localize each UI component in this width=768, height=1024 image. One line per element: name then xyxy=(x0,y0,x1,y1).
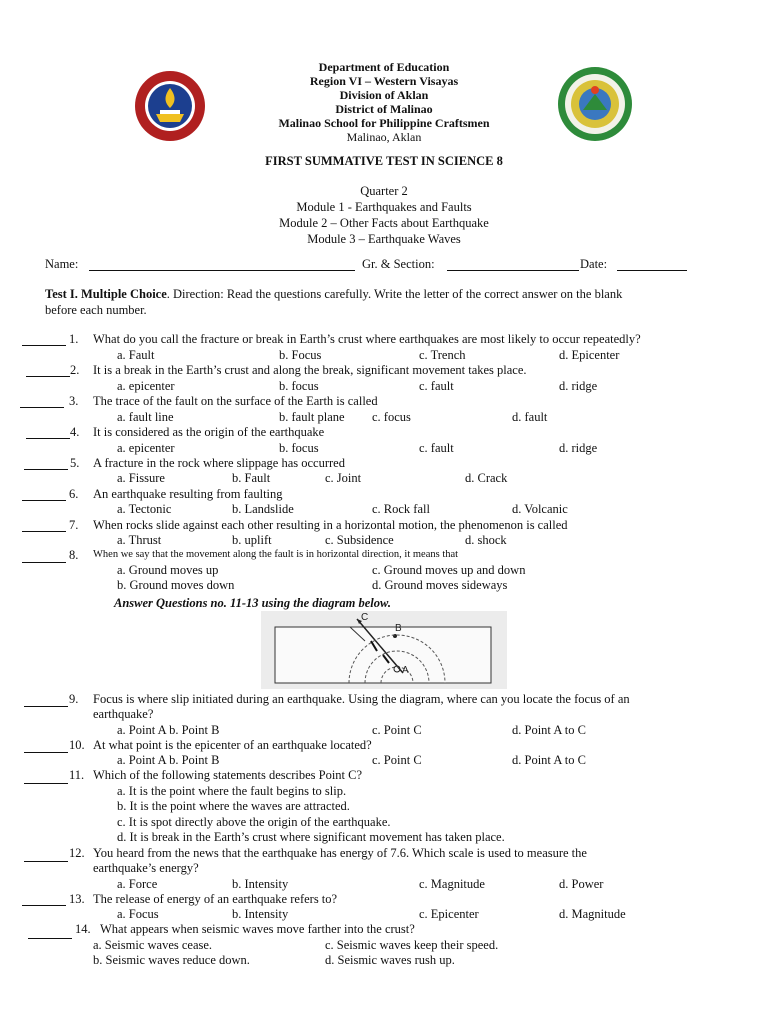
question-1-text: What do you call the fracture or break in Earth’s crust where earthquakes are most likely to occur repeatedly? xyxy=(93,332,641,346)
q6-option-d: d. Volcanic xyxy=(512,502,568,516)
question-7-text: When rocks slide against each other resulting in a horizontal motion, the phenomenon is called xyxy=(93,518,568,532)
answer-blank-11[interactable] xyxy=(24,771,68,784)
answer-blank-5[interactable] xyxy=(24,457,68,470)
point-b-mark xyxy=(393,634,397,638)
q4-option-d: d. ridge xyxy=(559,441,598,455)
question-13-text: The release of energy of an earthquake refers to? xyxy=(93,892,338,906)
q5-option-a: a. Fissure xyxy=(117,471,165,485)
q5-option-c: c. Joint xyxy=(325,471,362,485)
q9-option-ab: a. Point A b. Point B xyxy=(117,723,220,737)
q2-option-d: d. ridge xyxy=(559,379,598,393)
q14-option-b: b. Seismic waves reduce down. xyxy=(93,953,250,967)
question-9-text: Focus is where slip initiated during an earthquake. Using the diagram, where can you locate the focus of an xyxy=(93,692,630,706)
quarter-label: Quarter 2 xyxy=(360,184,408,198)
q8-option-c: c. Ground moves up and down xyxy=(372,563,526,577)
question-4-text: It is considered as the origin of the earthquake xyxy=(93,425,325,439)
header-line-deped: Department of Education xyxy=(318,60,450,74)
question-9-number: 9. xyxy=(69,692,79,706)
q2-option-a: a. epicenter xyxy=(117,379,175,393)
question-12-text: You heard from the news that the earthquake has energy of 7.6. Which scale is used to measure the xyxy=(93,846,587,860)
q12-option-d: d. Power xyxy=(559,877,604,891)
question-13-number: 13. xyxy=(69,892,85,906)
q1-option-d: d. Epicenter xyxy=(559,348,620,362)
diagram-label-c: C xyxy=(361,612,369,623)
question-12-number: 12. xyxy=(69,846,85,860)
answer-blank-3[interactable] xyxy=(20,395,64,408)
question-3-text: The trace of the fault on the surface of the Earth is called xyxy=(93,394,378,408)
q11-option-d: d. It is break in the Earth’s crust where significant movement has taken place. xyxy=(117,830,505,844)
header-line-school: Malinao School for Philippine Craftsmen xyxy=(278,116,490,130)
question-6-text: An earthquake resulting from faulting xyxy=(93,487,283,501)
q10-option-ab: a. Point A b. Point B xyxy=(117,753,220,767)
question-2-text: It is a break in the Earth’s crust and along the break, significant movement takes place. xyxy=(93,363,527,377)
q11-option-b: b. It is the point where the waves are attracted. xyxy=(117,799,350,813)
header-line-region: Region VI – Western Visayas xyxy=(309,74,459,88)
test-heading: Test I. Multiple Choice xyxy=(45,287,167,301)
q6-option-a: a. Tectonic xyxy=(117,502,172,516)
q14-option-a: a. Seismic waves cease. xyxy=(93,938,213,952)
q4-option-c: c. fault xyxy=(419,441,454,455)
q14-option-d: d. Seismic waves rush up. xyxy=(325,953,455,967)
grade-section-label: Gr. & Section: xyxy=(362,257,435,271)
question-10-text: At what point is the epicenter of an earthquake located? xyxy=(93,738,372,752)
q6-option-c: c. Rock fall xyxy=(372,502,430,516)
diagram-label-b: B xyxy=(395,623,402,634)
q5-option-b: b. Fault xyxy=(232,471,271,485)
answer-blank-13[interactable] xyxy=(22,893,66,906)
question-7-number: 7. xyxy=(69,518,79,532)
diagram-label-a: A xyxy=(402,665,409,676)
q10-option-d: d. Point A to C xyxy=(512,753,586,767)
q9-option-c: c. Point C xyxy=(372,723,422,737)
name-label: Name: xyxy=(45,257,79,271)
q13-option-d: d. Magnitude xyxy=(559,907,626,921)
q11-option-a: a. It is the point where the fault begins to slip. xyxy=(117,784,347,798)
question-9-text-cont: earthquake? xyxy=(93,707,154,721)
test-direction-line1 xyxy=(45,287,622,302)
answer-blank-6[interactable] xyxy=(22,488,66,501)
answer-blank-12[interactable] xyxy=(24,849,68,862)
q7-option-c: c. Subsidence xyxy=(325,533,394,547)
q8-option-a: a. Ground moves up xyxy=(117,563,219,577)
q4-option-b: b. focus xyxy=(279,441,319,455)
q1-option-b: b. Focus xyxy=(279,348,322,362)
answer-blank-10[interactable] xyxy=(24,740,68,753)
test-direction: . Direction: Read the questions carefully. Write the letter of the correct answer on the blank xyxy=(166,287,623,301)
answer-blank-8[interactable] xyxy=(22,550,66,563)
question-5-text: A fracture in the rock where slippage has occurred xyxy=(93,456,345,470)
q3-option-d: d. fault xyxy=(512,410,548,424)
q3-option-b: b. fault plane xyxy=(279,410,345,424)
question-5-number: 5. xyxy=(70,456,80,470)
answer-blank-4[interactable] xyxy=(26,426,70,439)
module-2: Module 2 – Other Facts about Earthquake xyxy=(279,216,489,230)
q13-option-c: c. Epicenter xyxy=(419,907,479,921)
q1-option-a: a. Fault xyxy=(117,348,155,362)
question-11-text: Which of the following statements describes Point C? xyxy=(93,768,363,782)
question-10-number: 10. xyxy=(69,738,85,752)
answer-blank-7[interactable] xyxy=(22,519,66,532)
q8-option-b: b. Ground moves down xyxy=(117,578,235,592)
answer-blank-9[interactable] xyxy=(24,694,68,707)
test-title: FIRST SUMMATIVE TEST IN SCIENCE 8 xyxy=(265,154,503,168)
q2-option-b: b. focus xyxy=(279,379,319,393)
fault-diagram xyxy=(261,611,507,689)
q7-option-a: a. Thrust xyxy=(117,533,162,547)
q13-option-a: a. Focus xyxy=(117,907,159,921)
q12-option-b: b. Intensity xyxy=(232,877,289,891)
question-14-number: 14. xyxy=(75,922,91,936)
q12-option-c: c. Magnitude xyxy=(419,877,485,891)
q7-option-b: b. uplift xyxy=(232,533,272,547)
q10-option-c: c. Point C xyxy=(372,753,422,767)
q6-option-b: b. Landslide xyxy=(232,502,294,516)
q4-option-a: a. epicenter xyxy=(117,441,175,455)
question-4-number: 4. xyxy=(70,425,80,439)
answer-blank-2[interactable] xyxy=(26,364,70,377)
q7-option-d: d. shock xyxy=(465,533,507,547)
header-line-division: Division of Aklan xyxy=(339,88,429,102)
module-1: Module 1 - Earthquakes and Faults xyxy=(296,200,472,214)
question-6-number: 6. xyxy=(69,487,79,501)
q9-option-d: d. Point A to C xyxy=(512,723,586,737)
q2-option-c: c. fault xyxy=(419,379,454,393)
question-1-number: 1. xyxy=(69,332,79,346)
header-line-district: District of Malinao xyxy=(335,102,433,116)
q1-option-c: c. Trench xyxy=(419,348,466,362)
question-2-number: 2. xyxy=(70,363,80,377)
test-direction-line2: before each number. xyxy=(45,303,147,317)
question-8-number: 8. xyxy=(69,548,79,562)
q3-option-a: a. fault line xyxy=(117,410,174,424)
question-14-text: What appears when seismic waves move farther into the crust? xyxy=(100,922,415,936)
q5-option-d: d. Crack xyxy=(465,471,508,485)
q11-option-c: c. It is spot directly above the origin of the earthquake. xyxy=(117,815,391,829)
grade-section-blank[interactable] xyxy=(447,258,579,271)
module-3: Module 3 – Earthquake Waves xyxy=(307,232,461,246)
date-blank[interactable] xyxy=(617,258,687,271)
q14-option-c: c. Seismic waves keep their speed. xyxy=(325,938,499,952)
question-3-number: 3. xyxy=(69,394,79,408)
question-8-text: When we say that the movement along the fault is in horizontal direction, it means that xyxy=(93,549,459,560)
header-town: Malinao, Aklan xyxy=(346,130,422,144)
question-11-number: 11. xyxy=(69,768,85,782)
answer-blank-1[interactable] xyxy=(22,333,66,346)
date-label: Date: xyxy=(580,257,608,271)
name-blank[interactable] xyxy=(89,258,355,271)
answer-blank-14[interactable] xyxy=(28,926,72,939)
q3-option-c: c. focus xyxy=(372,410,411,424)
q8-option-d: d. Ground moves sideways xyxy=(372,578,508,592)
q13-option-b: b. Intensity xyxy=(232,907,289,921)
q12-option-a: a. Force xyxy=(117,877,158,891)
question-12-text-cont: earthquake’s energy? xyxy=(93,861,199,875)
diagram-instruction: Answer Questions no. 11-13 using the diagram below. xyxy=(114,596,392,610)
